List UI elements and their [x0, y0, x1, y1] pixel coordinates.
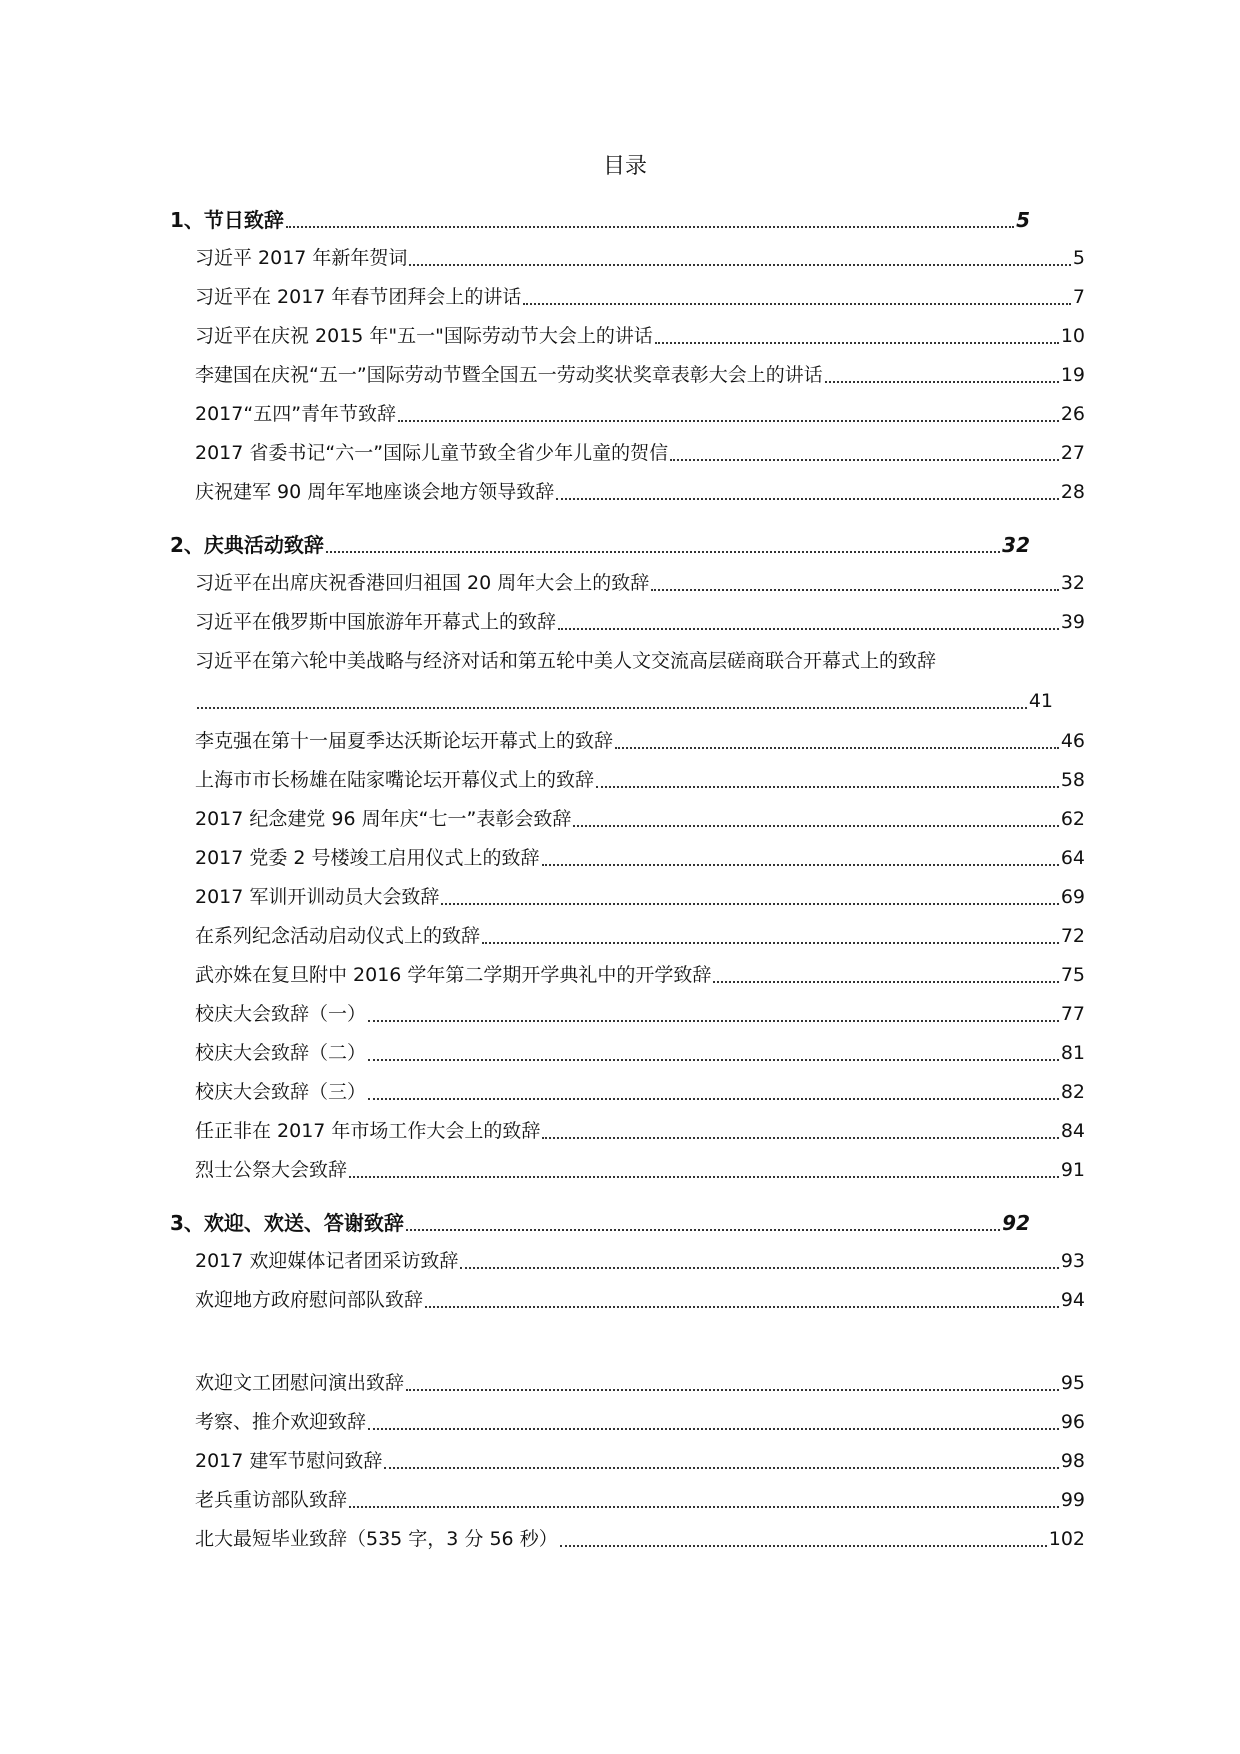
- toc-section-3[interactable]: [170, 1208, 1030, 1238]
- toc-entry[interactable]: [195, 399, 1085, 429]
- toc-entry[interactable]: [195, 726, 1085, 756]
- leader-dots: [670, 457, 1059, 461]
- entry-title: 上海市市长杨雄在陆家嘴论坛开幕仪式上的致辞: [195, 769, 595, 791]
- leader-dots: [713, 979, 1058, 983]
- leader-dots: [409, 262, 1070, 266]
- toc-entry[interactable]: [195, 1446, 1085, 1476]
- leader-dots: [349, 1174, 1059, 1178]
- toc-entry[interactable]: [195, 321, 1085, 351]
- entry-title: 习近平在出席庆祝香港回归祖国 20 周年大会上的致辞: [195, 572, 650, 594]
- toc-section-2[interactable]: [170, 530, 1030, 560]
- leader-dots: [441, 901, 1058, 905]
- entry-title: 欢迎文工团慰问演出致辞: [195, 1372, 405, 1394]
- leader-dots: [368, 1096, 1059, 1100]
- section-page-number: 92: [1002, 1211, 1030, 1235]
- toc-entry[interactable]: [195, 568, 1085, 598]
- entry-title: 习近平 2017 年新年贺词: [195, 247, 408, 269]
- entry-title: 欢迎地方政府慰问部队致辞: [195, 1289, 424, 1311]
- entry-page-number: 26: [1060, 403, 1085, 425]
- leader-dots: [655, 340, 1059, 344]
- entry-page-number: 81: [1060, 1042, 1085, 1064]
- entry-page-number: 27: [1060, 442, 1085, 464]
- entry-page-number: 98: [1060, 1450, 1085, 1472]
- toc-entry[interactable]: [195, 607, 1085, 637]
- toc-entry[interactable]: [195, 1368, 1085, 1398]
- entry-title: 2017 省委书记“六一”国际儿童节致全省少年儿童的贺信: [195, 442, 669, 464]
- entry-title: 李克强在第十一届夏季达沃斯论坛开幕式上的致辞: [195, 730, 614, 752]
- entry-page-number: 99: [1060, 1489, 1085, 1511]
- entry-page-number: 5: [1072, 247, 1085, 269]
- toc-title: 目录: [602, 154, 647, 179]
- leader-dots: [615, 745, 1059, 749]
- entry-title: 校庆大会致辞（一）: [195, 1003, 367, 1025]
- toc-entry-wrapped-title[interactable]: 习近平在第六轮中美战略与经济对话和第五轮中美人文交流高层磋商联合开幕式上的致辞: [195, 650, 937, 672]
- entry-title: 考察、推介欢迎致辞: [195, 1411, 367, 1433]
- entry-title: 2017 欢迎媒体记者团采访致辞: [195, 1250, 459, 1272]
- entry-title: 庆祝建军 90 周年军地座谈会地方领导致辞: [195, 481, 555, 503]
- entry-title: 2017 军训开训动员大会致辞: [195, 886, 440, 908]
- entry-page-number: 82: [1060, 1081, 1085, 1103]
- section-label: 1、节日致辞: [170, 208, 284, 232]
- entry-page-number: 46: [1060, 730, 1085, 752]
- section-label: 3、欢迎、欢送、答谢致辞: [170, 1211, 404, 1235]
- leader-dots: [542, 862, 1059, 866]
- leader-dots: [286, 224, 1014, 228]
- leader-dots: [542, 1135, 1058, 1139]
- entry-page-number: 94: [1060, 1289, 1085, 1311]
- entry-page-number: 95: [1060, 1372, 1085, 1394]
- toc-entry[interactable]: [195, 1485, 1085, 1515]
- entry-title: 2017 党委 2 号楼竣工启用仪式上的致辞: [195, 847, 540, 869]
- leader-dots: [651, 587, 1059, 591]
- leader-dots: [197, 705, 1027, 709]
- entry-title: 2017 建军节慰问致辞: [195, 1450, 383, 1472]
- entry-title: 校庆大会致辞（三）: [195, 1081, 367, 1103]
- entry-title: 2017“五四”青年节致辞: [195, 403, 397, 425]
- entry-page-number: 77: [1060, 1003, 1085, 1025]
- section-label: 2、庆典活动致辞: [170, 533, 324, 557]
- entry-page-number: 39: [1060, 611, 1085, 633]
- toc-entry[interactable]: [195, 882, 1085, 912]
- toc-entry[interactable]: [195, 243, 1085, 273]
- entry-title: 习近平在 2017 年春节团拜会上的讲话: [195, 286, 522, 308]
- entry-page-number: 72: [1060, 925, 1085, 947]
- leader-dots: [558, 626, 1059, 630]
- entry-title: 在系列纪念活动启动仪式上的致辞: [195, 925, 481, 947]
- toc-entry[interactable]: [195, 1246, 1085, 1276]
- toc-entry[interactable]: [195, 804, 1085, 834]
- entry-page-number: 10: [1060, 325, 1085, 347]
- entry-page-number: 32: [1060, 572, 1085, 594]
- entry-page-number: 69: [1060, 886, 1085, 908]
- leader-dots: [523, 301, 1070, 305]
- leader-dots: [368, 1057, 1059, 1061]
- toc-entry[interactable]: [195, 765, 1085, 795]
- toc-entry[interactable]: [195, 1407, 1085, 1437]
- entry-page-number: 7: [1072, 286, 1085, 308]
- leader-dots: [406, 1387, 1059, 1391]
- entry-page-number: 102: [1048, 1528, 1085, 1550]
- leader-dots: [573, 823, 1058, 827]
- entry-page-number: 91: [1060, 1159, 1085, 1181]
- entry-page-number: 96: [1060, 1411, 1085, 1433]
- entry-page-number: 62: [1060, 808, 1085, 830]
- entry-page-number: 28: [1060, 481, 1085, 503]
- entry-title: 武亦姝在复旦附中 2016 学年第二学期开学典礼中的开学致辞: [195, 964, 712, 986]
- leader-dots: [460, 1265, 1058, 1269]
- entry-page-number: 19: [1060, 364, 1085, 386]
- toc-entry-wrapped-leader[interactable]: [195, 686, 1053, 716]
- entry-page-number: 93: [1060, 1250, 1085, 1272]
- entry-title: 李建国在庆祝“五一”国际劳动节暨全国五一劳动奖状奖章表彰大会上的讲话: [195, 364, 823, 386]
- leader-dots: [384, 1465, 1058, 1469]
- section-page-number: 5: [1016, 208, 1030, 232]
- toc-entry[interactable]: [195, 1155, 1085, 1185]
- entry-title: 任正非在 2017 年市场工作大会上的致辞: [195, 1120, 541, 1142]
- entry-title: 烈士公祭大会致辞: [195, 1159, 348, 1181]
- toc-section-1[interactable]: [170, 205, 1030, 235]
- entry-page-number: 84: [1060, 1120, 1085, 1142]
- leader-dots: [368, 1426, 1059, 1430]
- toc-entry[interactable]: [195, 1038, 1085, 1068]
- entry-title: 老兵重访部队致辞: [195, 1489, 348, 1511]
- entry-page-number: 58: [1060, 769, 1085, 791]
- leader-dots: [425, 1304, 1059, 1308]
- entry-title: 北大最短毕业致辞（535 字，3 分 56 秒）: [195, 1528, 558, 1550]
- leader-dots: [482, 940, 1059, 944]
- leader-dots: [556, 496, 1059, 500]
- leader-dots: [825, 379, 1059, 383]
- toc-entry[interactable]: [195, 438, 1085, 468]
- entry-title: 习近平在庆祝 2015 年"五一"国际劳动节大会上的讲话: [195, 325, 653, 347]
- toc-entry[interactable]: [195, 282, 1085, 312]
- leader-dots: [326, 549, 1000, 553]
- entry-page-number: 41: [1028, 690, 1053, 712]
- toc-entry[interactable]: [195, 1077, 1085, 1107]
- entry-title: 2017 纪念建党 96 周年庆“七一”表彰会致辞: [195, 808, 572, 830]
- section-page-number: 32: [1002, 533, 1030, 557]
- entry-page-number: 64: [1060, 847, 1085, 869]
- toc-entry[interactable]: [195, 960, 1085, 990]
- leader-dots: [560, 1543, 1047, 1547]
- toc-entry[interactable]: [195, 999, 1085, 1029]
- leader-dots: [406, 1227, 1000, 1231]
- leader-dots: [349, 1504, 1059, 1508]
- leader-dots: [398, 418, 1059, 422]
- toc-entry[interactable]: [195, 1285, 1085, 1315]
- toc-entry[interactable]: [195, 360, 1085, 390]
- leader-dots: [596, 784, 1059, 788]
- toc-entry[interactable]: [195, 1524, 1085, 1554]
- toc-entry[interactable]: [195, 843, 1085, 873]
- entry-title: 校庆大会致辞（二）: [195, 1042, 367, 1064]
- entry-title: 习近平在俄罗斯中国旅游年开幕式上的致辞: [195, 611, 557, 633]
- toc-entry[interactable]: [195, 921, 1085, 951]
- leader-dots: [368, 1018, 1059, 1022]
- toc-entry[interactable]: [195, 477, 1085, 507]
- toc-entry[interactable]: [195, 1116, 1085, 1146]
- entry-page-number: 75: [1060, 964, 1085, 986]
